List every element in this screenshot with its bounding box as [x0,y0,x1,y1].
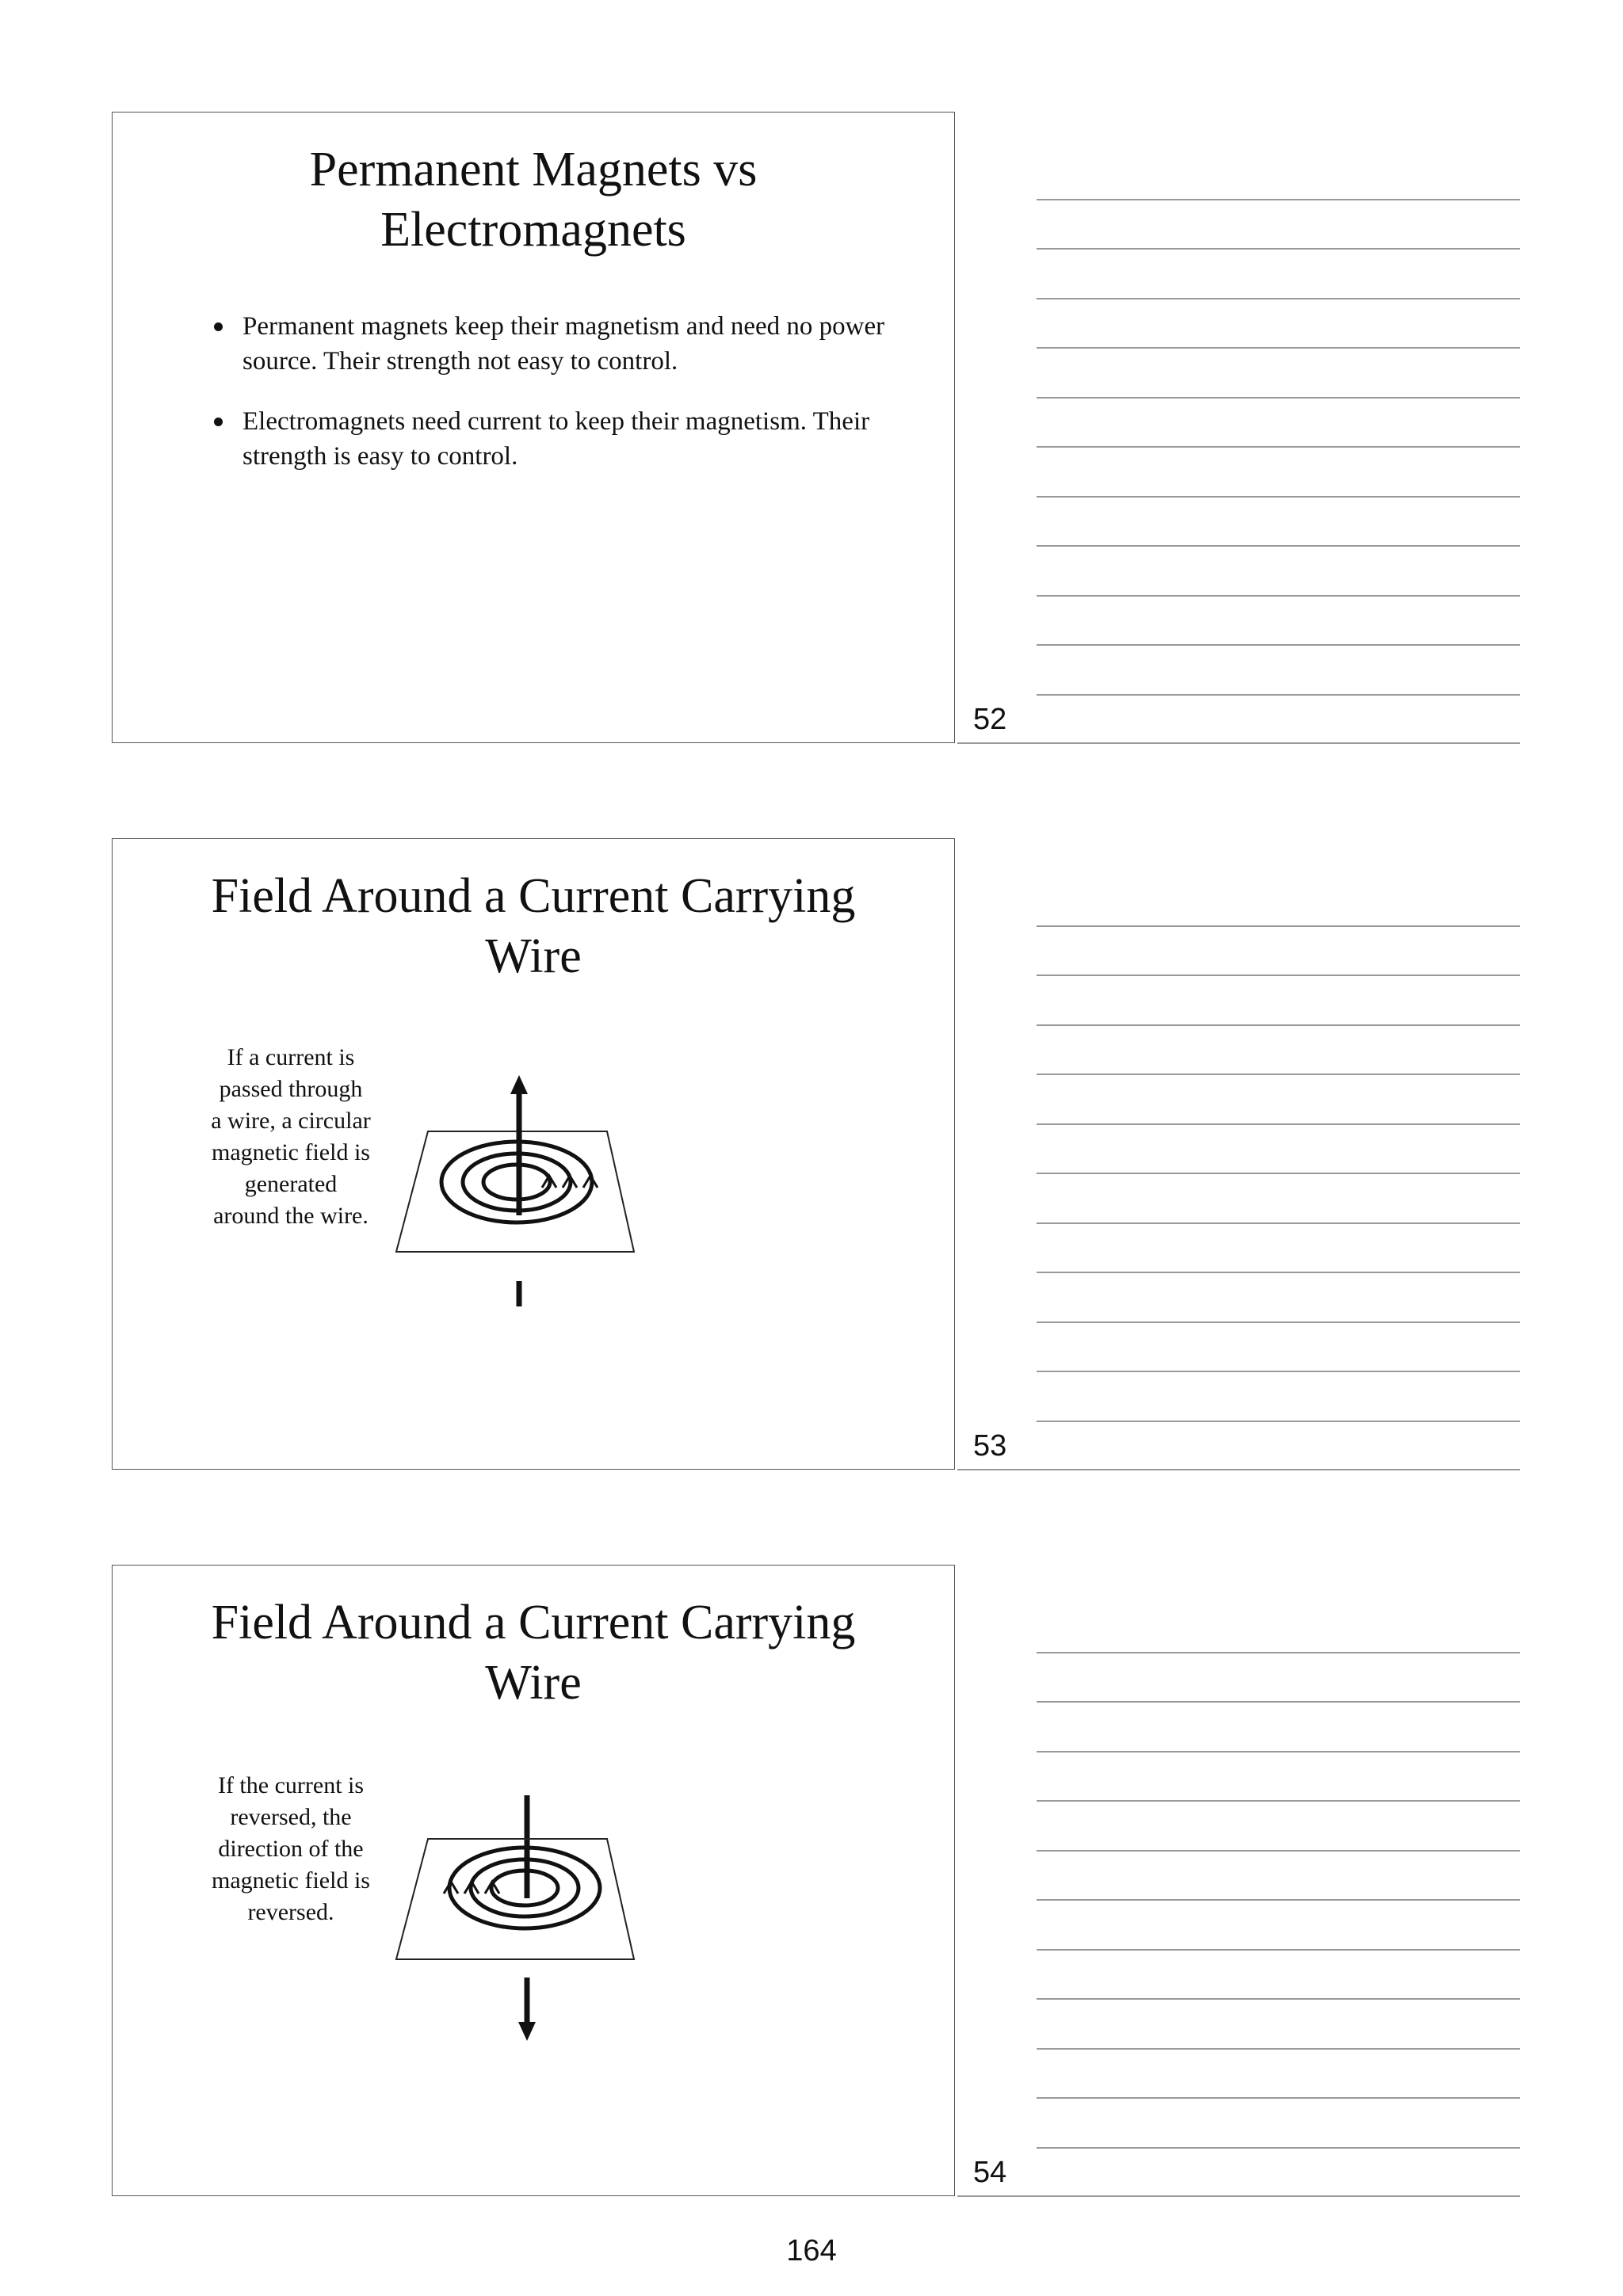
slide-title-line: Wire [485,929,582,983]
note-line [1037,1701,1520,1703]
caption-line: reversed. [247,1899,334,1925]
note-line [1037,1272,1520,1273]
note-line [1037,496,1520,498]
note-line [1037,1222,1520,1224]
note-line [1037,974,1520,976]
note-line [1037,1751,1520,1753]
slide-54 [112,1565,955,2196]
slide-title [113,866,954,986]
note-line [1037,2048,1520,2050]
bullet-list [214,309,911,499]
caption-line: direction of the [218,1836,364,1862]
note-line [1037,925,1520,927]
current-arrowhead-down [518,2022,536,2041]
slide-title-line: Wire [485,1656,582,1710]
note-line [1037,644,1520,646]
caption-line: generated [244,1171,338,1197]
note-line [1037,1371,1520,1372]
note-line [1037,1850,1520,1852]
note-line [1037,1074,1520,1075]
caption-line: magnetic field is [212,1139,370,1165]
note-line [1037,199,1520,200]
slide-52 [112,112,955,743]
caption-line: reversed, the [230,1804,352,1830]
caption-line: magnetic field is [212,1867,370,1894]
note-line [1037,1024,1520,1026]
bullet-item: Permanent magnets keep their magnetism and need no power source. Their strength not easy to control. [214,309,911,379]
note-line [1037,545,1520,547]
note-line [1037,595,1520,597]
wire-field-diagram [390,1069,659,1306]
slide-number: 53 [973,1429,1007,1463]
slide-number: 52 [973,703,1007,736]
wire-field-diagram [390,1795,659,2065]
note-line [1037,446,1520,448]
diagram-caption [192,1042,390,1232]
diagram-caption [192,1770,390,1928]
caption-line: around the wire. [213,1203,369,1229]
note-line [1037,2147,1520,2149]
slide-title [113,1592,954,1713]
notes-area-54 [957,1565,1520,2196]
note-line [1037,694,1520,696]
plane-shape [396,1131,634,1252]
caption-line: a wire, a circular [211,1108,371,1134]
note-line [957,742,1520,744]
notes-area-52 [957,112,1520,743]
note-line [1037,1123,1520,1125]
note-line [1037,1421,1520,1422]
notes-area-53 [957,838,1520,1470]
note-line [1037,1899,1520,1901]
note-line [1037,1173,1520,1174]
note-line [1037,298,1520,299]
note-line [1037,1998,1520,2000]
note-line [1037,2097,1520,2099]
current-arrowhead-up [510,1075,528,1094]
note-line [1037,248,1520,250]
note-line [1037,1652,1520,1653]
caption-line: passed through [219,1076,363,1102]
slide-title-line: Field Around a Current Carrying [211,1596,856,1650]
note-line [1037,1800,1520,1802]
slide-title-line: Permanent Magnets vs [309,143,758,196]
note-line [957,2195,1520,2197]
slide-53 [112,838,955,1470]
slide-title [113,139,954,260]
slide-number: 54 [973,2156,1007,2189]
caption-line: If the current is [217,1772,365,1798]
note-line [1037,1322,1520,1323]
slide-title-line: Field Around a Current Carrying [211,869,856,923]
caption-line: If a current is [227,1044,355,1070]
note-line [1037,347,1520,349]
note-line [1037,1949,1520,1951]
bullet-item: Electromagnets need current to keep their magnetism. Their strength is easy to control. [214,404,911,474]
note-line [1037,397,1520,399]
slide-title-line: Electromagnets [380,203,686,257]
page-number: 164 [786,2234,837,2267]
note-line [957,1469,1520,1470]
